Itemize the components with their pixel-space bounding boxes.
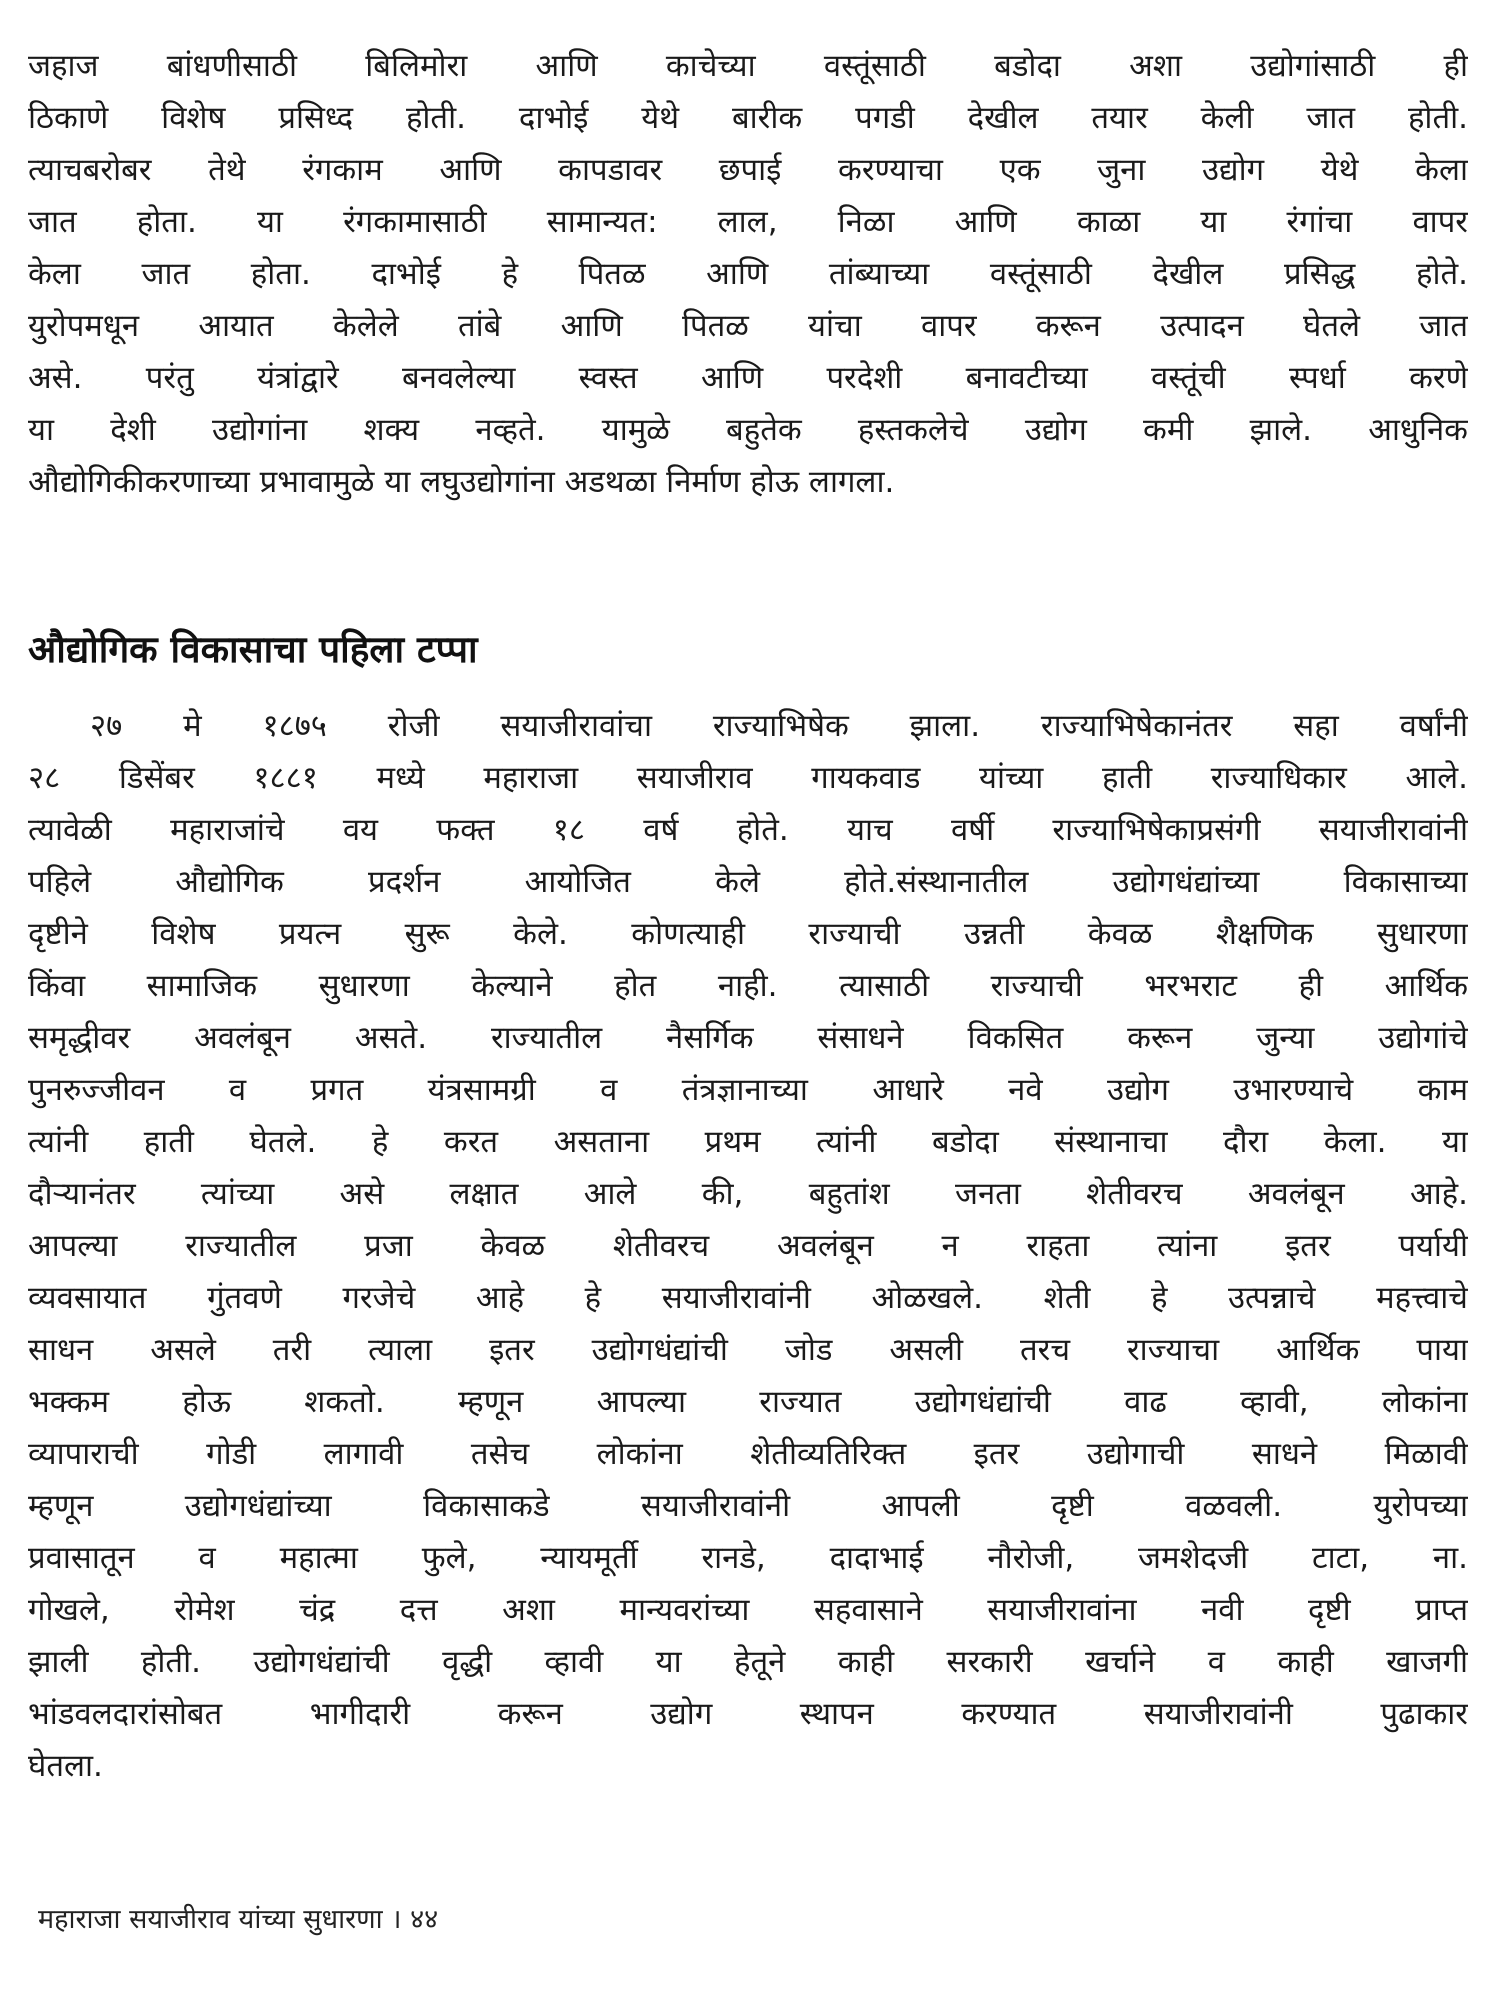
text-line: गोखले, रोमेश चंद्र दत्त अशा मान्यवरांच्या सहवासाने सयाजीरावांना नवी दृष्टी प्राप्त [28, 1592, 1468, 1628]
text-line: औद्योगिकीकरणाच्या प्रभावामुळे या लघुउद्योगांना अडथळा निर्माण होऊ लागला. [28, 464, 895, 500]
page-footer: महाराजा सयाजीराव यांच्या सुधारणा । ४४ [38, 1904, 439, 1935]
text-line: त्याचबरोबर तेथे रंगकाम आणि कापडावर छपाई करण्याचा एक जुना उद्योग येथे केला [28, 152, 1468, 188]
text-line: असे. परंतु यंत्रांद्वारे बनवलेल्या स्वस्त आणि परदेशी बनावटीच्या वस्तूंची स्पर्धा करणे [28, 360, 1468, 396]
text-line: व्यवसायात गुंतवणे गरजेचे आहे हे सयाजीरावांनी ओळखले. शेती हे उत्पन्नाचे महत्त्वाचे [28, 1280, 1468, 1316]
text-line: व्यापाराची गोडी लागावी तसेच लोकांना शेतीव्यतिरिक्त इतर उद्योगाची साधने मिळावी [28, 1436, 1468, 1472]
text-line: २८ डिसेंबर १८८१ मध्ये महाराजा सयाजीराव गायकवाड यांच्या हाती राज्याधिकार आले. [28, 760, 1468, 796]
text-line: ठिकाणे विशेष प्रसिध्द होती. दाभोई येथे बारीक पगडी देखील तयार केली जात होती. [28, 100, 1468, 136]
text-line: जात होता. या रंगकामासाठी सामान्यत: लाल, निळा आणि काळा या रंगांचा वापर [28, 204, 1468, 240]
text-line: त्यावेळी महाराजांचे वय फक्त १८ वर्ष होते. याच वर्षी राज्याभिषेकाप्रसंगी सयाजीरावांनी [28, 812, 1468, 848]
text-line: भक्कम होऊ शकतो. म्हणून आपल्या राज्यात उद्योगधंद्यांची वाढ व्हावी, लोकांना [28, 1384, 1468, 1420]
text-line: घेतला. [28, 1748, 103, 1784]
text-line: या देशी उद्योगांना शक्य नव्हते. यामुळे बहुतेक हस्तकलेचे उद्योग कमी झाले. आधुनिक [28, 412, 1468, 448]
document-page [28, 40, 1468, 1980]
text-line: त्यांनी हाती घेतले. हे करत असताना प्रथम त्यांनी बडोदा संस्थानाचा दौरा केला. या [28, 1124, 1468, 1160]
text-line: भांडवलदारांसोबत भागीदारी करून उद्योग स्थापन करण्यात सयाजीरावांनी पुढाकार [28, 1696, 1468, 1732]
paragraph-first-phase [28, 700, 1468, 1792]
text-line: प्रवासातून व महात्मा फुले, न्यायमूर्ती रानडे, दादाभाई नौरोजी, जमशेदजी टाटा, ना. [28, 1540, 1468, 1576]
text-line: किंवा सामाजिक सुधारणा केल्याने होत नाही. त्यासाठी राज्याची भरभराट ही आर्थिक [28, 968, 1468, 1004]
text-line: युरोपमधून आयात केलेले तांबे आणि पितळ यांचा वापर करून उत्पादन घेतले जात [28, 308, 1468, 344]
text-line: दौऱ्यानंतर त्यांच्या असे लक्षात आले की, बहुतांश जनता शेतीवरच अवलंबून आहे. [28, 1176, 1468, 1212]
text-line: २७ मे १८७५ रोजी सयाजीरावांचा राज्याभिषेक झाला. राज्याभिषेकानंतर सहा वर्षांनी [90, 708, 1468, 744]
text-line: जहाज बांधणीसाठी बिलिमोरा आणि काचेच्या वस्तूंसाठी बडोदा अशा उद्योगांसाठी ही [28, 48, 1468, 84]
text-line: केला जात होता. दाभोई हे पितळ आणि तांब्याच्या वस्तूंसाठी देखील प्रसिद्ध होते. [28, 256, 1468, 292]
text-line: म्हणून उद्योगधंद्यांच्या विकासाकडे सयाजीरावांनी आपली दृष्टी वळवली. युरोपच्या [28, 1488, 1468, 1524]
paragraph-industries [28, 40, 1468, 508]
text-line: पहिले औद्योगिक प्रदर्शन आयोजित केले होते.संस्थानातील उद्योगधंद्यांच्या विकासाच्या [28, 864, 1468, 900]
text-line: आपल्या राज्यातील प्रजा केवळ शेतीवरच अवलंबून न राहता त्यांना इतर पर्यायी [28, 1228, 1468, 1264]
text-line: पुनरुज्जीवन व प्रगत यंत्रसामग्री व तंत्रज्ञानाच्या आधारे नवे उद्योग उभारण्याचे काम [28, 1072, 1468, 1108]
text-line: साधन असले तरी त्याला इतर उद्योगधंद्यांची जोड असली तरच राज्याचा आर्थिक पाया [28, 1332, 1468, 1368]
text-line: दृष्टीने विशेष प्रयत्न सुरू केले. कोणत्याही राज्याची उन्नती केवळ शैक्षणिक सुधारणा [28, 916, 1468, 952]
section-heading: औद्योगिक विकासाचा पहिला टप्पा [28, 628, 478, 671]
text-line: समृद्धीवर अवलंबून असते. राज्यातील नैसर्गिक संसाधने विकसित करून जुन्या उद्योगांचे [28, 1020, 1468, 1056]
text-line: झाली होती. उद्योगधंद्यांची वृद्धी व्हावी या हेतूने काही सरकारी खर्चाने व काही खाजगी [28, 1644, 1468, 1680]
